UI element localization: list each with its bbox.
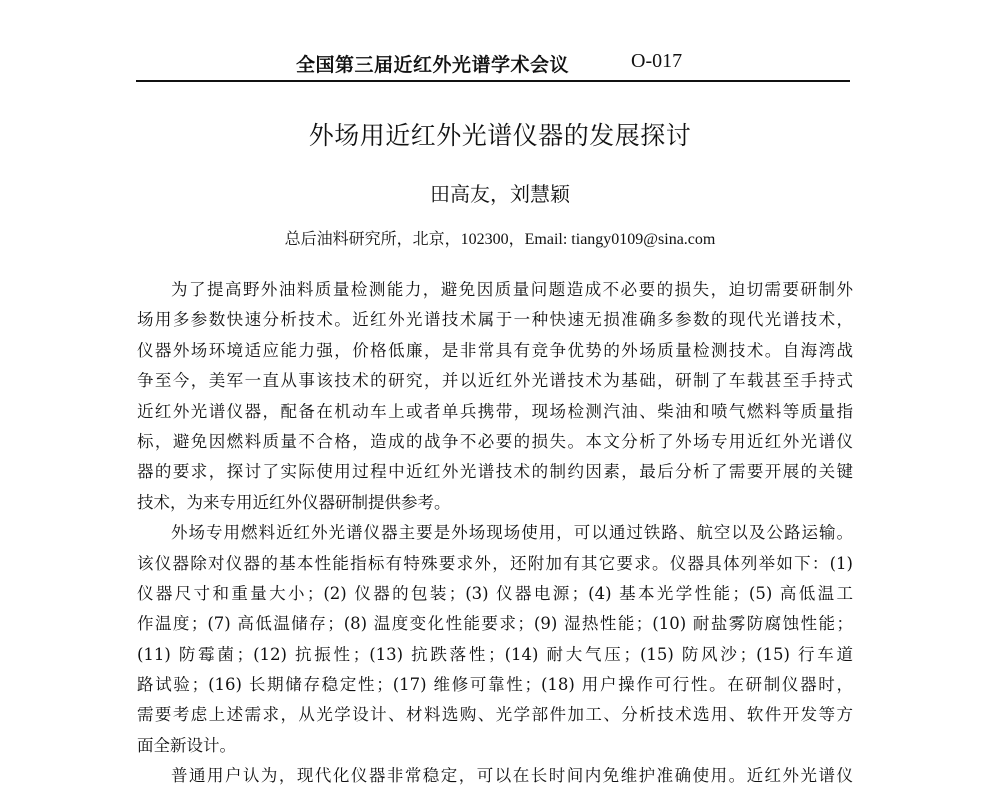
text-line: 技术，为来专用近红外仪器研制提供参考。 bbox=[137, 492, 451, 512]
paper-title: 外场用近红外光谱仪器的发展探讨 bbox=[308, 121, 692, 150]
text-line: 路试验；(16) 长期储存稳定性；(17) 维修可靠性；(18) 用户操作可行性。在研制仪器时， bbox=[137, 675, 853, 695]
author-list: 田高友，刘慧颖 bbox=[430, 182, 570, 206]
abstract-body bbox=[137, 275, 853, 792]
text-line: 作温度；(7) 高低温储存；(8) 温度变化性能要求；(9) 湿热性能；(10) 耐盐雾防腐蚀性能； bbox=[137, 614, 853, 634]
text-line: 标，避免因燃料质量不合格，造成的战争不必要的损失。本文分析了外场专用近红外光谱仪 bbox=[137, 431, 853, 451]
text-line: 争至今，美军一直从事该技术的研究，并以近红外光谱技术为基础，研制了车载甚至手持式 bbox=[137, 371, 853, 391]
text-line: 该仪器除对仪器的基本性能指标有特殊要求外，还附加有其它要求。仪器具体列举如下：(1) bbox=[137, 553, 853, 573]
text-line: (11) 防霉菌；(12) 抗振性；(13) 抗跌落性；(14) 耐大气压；(15) 防风沙；(15) 行车道 bbox=[137, 644, 853, 664]
text-line: 需要考虑上述需求，从光学设计、材料选购、光学部件加工、分析技术选用、软件开发等方 bbox=[137, 705, 853, 725]
text-line: 器的要求，探讨了实际使用过程中近红外光谱技术的制约因素，最后分析了需要开展的关键 bbox=[137, 462, 853, 482]
text-line: 场用多参数快速分析技术。近红外光谱技术属于一种快速无损准确多参数的现代光谱技术， bbox=[137, 310, 853, 330]
paper-code: O-017 bbox=[631, 50, 683, 72]
text-line: 为了提高野外油料质量检测能力，避免因质量问题造成不必要的损失，迫切需要研制外 bbox=[171, 280, 853, 299]
text-line: 仪器外场环境适应能力强，价格低廉，是非常具有竞争优势的外场质量检测技术。自海湾战 bbox=[137, 340, 853, 360]
running-header bbox=[136, 40, 850, 82]
author-affiliation: 总后油料研究所，北京，102300，Email: tiangy0109@sina.com bbox=[284, 231, 716, 248]
text-line: 外场专用燃料近红外光谱仪器主要是外场现场使用，可以通过铁路、航空以及公路运输。 bbox=[171, 523, 853, 543]
text-line: 面全新设计。 bbox=[137, 735, 236, 755]
conference-name: 全国第三届近红外光谱学术会议 bbox=[296, 54, 570, 76]
text-line: 普通用户认为，现代化仪器非常稳定，可以在长时间内免维护准确使用。近红外光谱仪 bbox=[171, 766, 853, 786]
text-line: 仪器尺寸和重量大小；(2) 仪器的包装；(3) 仪器电源；(4) 基本光学性能；(5) 高低温工 bbox=[137, 583, 853, 603]
text-line: 近红外光谱仪器，配备在机动车上或者单兵携带，现场检测汽油、柴油和喷气燃料等质量指 bbox=[137, 401, 853, 421]
